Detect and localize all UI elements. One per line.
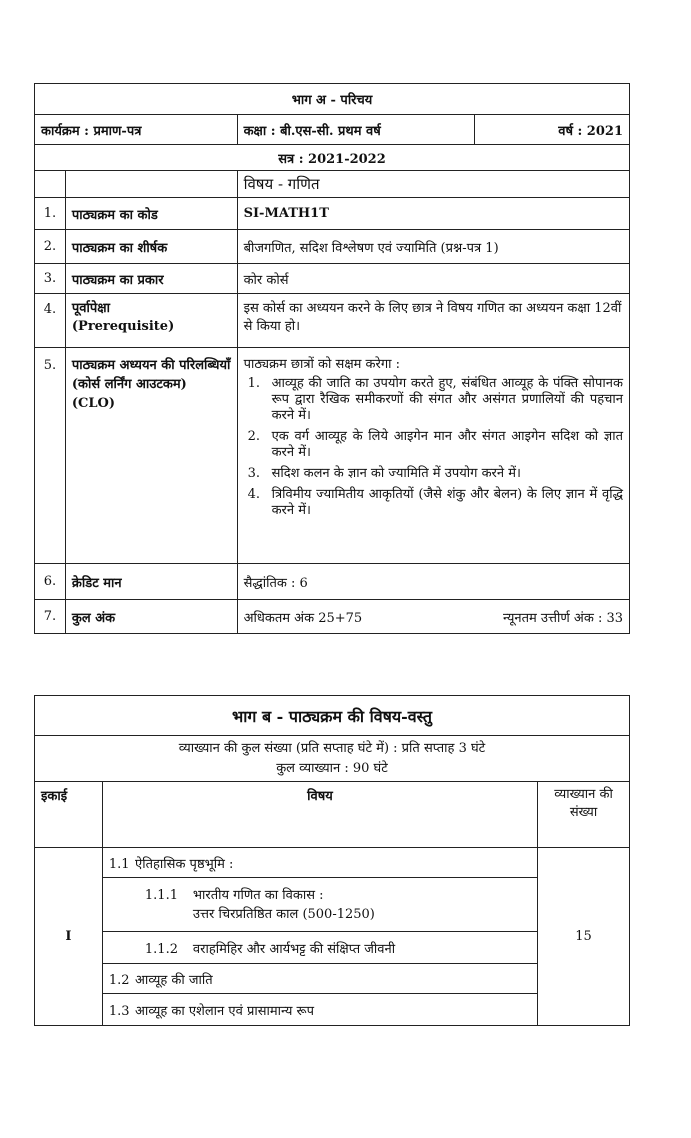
topic-row: 1.1.2 वराहमिहिर और आर्यभट्ट की संक्षिप्त जीवनी xyxy=(102,932,537,964)
clo-item: 3. सदिश कलन के ज्ञान को ज्यामिति में उपयोग करने में। xyxy=(247,466,521,481)
topic-row: 1.1 ऐतिहासिक पृष्ठभूमि : xyxy=(102,848,537,878)
topic-row: 1.2 आव्यूह की जाति xyxy=(102,964,537,994)
prerequisite-label-hindi: पूर्वापेक्षा xyxy=(71,301,110,316)
col-topic-header: विषय xyxy=(102,782,537,848)
part-b-title: भाग ब - पाठ्यक्रम की विषय-वस्तु xyxy=(35,696,630,736)
clo-intro: पाठ्यक्रम छात्रों को सक्षम करेगा : xyxy=(243,357,401,372)
row-label: पाठ्यक्रम का प्रकार xyxy=(65,264,237,294)
clo-label-english: (CLO) xyxy=(71,396,116,411)
part-b-table xyxy=(34,695,630,1026)
clo-label xyxy=(65,348,237,564)
row-label: क्रेडिट मान xyxy=(65,564,237,600)
clo-label-hindi: पाठ्यक्रम अध्ययन की परिलब्धियाँ (कोर्स लर्निंग आउटकम) xyxy=(71,358,231,392)
lectures-info xyxy=(35,736,630,782)
program-cell: कार्यक्रम : प्रमाण-पत्र xyxy=(35,115,238,145)
col-count-header: व्याख्यान की संख्या xyxy=(538,782,630,848)
row-number: 4. xyxy=(35,294,66,348)
lectures-per-week: व्याख्यान की कुल संख्या (प्रति सप्ताह घंटे में) : प्रति सप्ताह 3 घंटे xyxy=(178,740,486,756)
total-lectures: कुल व्याख्यान : 90 घंटे xyxy=(276,760,388,776)
credit-value: सैद्धांतिक : 6 xyxy=(237,564,629,600)
clo-content xyxy=(237,348,629,564)
prerequisite-label-english: (Prerequisite) xyxy=(71,319,175,334)
row-number: 3. xyxy=(35,264,66,294)
min-marks: न्यूनतम उत्तीर्ण अंक : 33 xyxy=(502,610,623,626)
clo-item: 4. त्रिविमीय ज्यामितीय आकृतियों (जैसे शंकु और बेलन) के लिए ज्ञान में वृद्धि करने में। xyxy=(247,487,623,518)
row-number: 1. xyxy=(35,198,66,230)
unit-number: I xyxy=(35,848,103,1026)
year-cell: वर्ष : 2021 xyxy=(474,115,629,145)
row-number: 5. xyxy=(35,348,66,564)
row-number: 2. xyxy=(35,230,66,264)
blank-cell xyxy=(65,171,237,198)
row-label: पाठ्यक्रम का कोड xyxy=(65,198,237,230)
course-title: बीजगणित, सदिश विश्लेषण एवं ज्यामिति (प्रश्न-पत्र 1) xyxy=(237,230,629,264)
clo-item: 2. एक वर्ग आव्यूह के लिये आइगेन मान और संगत आइगेन सदिश को ज्ञात करने में। xyxy=(247,429,623,460)
clo-list xyxy=(244,376,623,519)
part-a-title: भाग अ - परिचय xyxy=(35,84,630,115)
blank-cell xyxy=(35,171,66,198)
row-number: 6. xyxy=(35,564,66,600)
marks-cell xyxy=(237,600,629,634)
topic-row: 1.3 आव्यूह का एशेलान एवं प्रासामान्य रूप xyxy=(102,994,537,1026)
prerequisite-label xyxy=(65,294,237,348)
course-code: SI-MATH1T xyxy=(237,198,629,230)
class-cell: कक्षा : बी.एस-सी. प्रथम वर्ष xyxy=(237,115,474,145)
course-type: कोर कोर्स xyxy=(237,264,629,294)
col-unit-header: इकाई xyxy=(35,782,103,848)
row-label: कुल अंक xyxy=(65,600,237,634)
clo-item: 1. आव्यूह की जाति का उपयोग करते हुए, संबंधित आव्यूह के पंक्ति सोपानक रूप द्वारा रैखिक समीकरणों की संगत और असंगत प्रणालियों की पहचान करने में। xyxy=(247,376,623,423)
lecture-count: 15 xyxy=(538,848,630,1026)
session-cell: सत्र : 2021-2022 xyxy=(35,145,630,171)
prerequisite-value: इस कोर्स का अध्ययन करने के लिए छात्र ने विषय गणित का अध्ययन कक्षा 12वीं से किया हो। xyxy=(237,294,629,348)
max-marks: अधिकतम अंक 25+75 xyxy=(243,610,363,626)
row-number: 7. xyxy=(35,600,66,634)
part-a-table xyxy=(34,83,630,634)
row-label: पाठ्यक्रम का शीर्षक xyxy=(65,230,237,264)
subject-cell: विषय - गणित xyxy=(237,171,629,198)
topic-row: 1.1.1 भारतीय गणित का विकास : उत्तर चिरप्रतिष्ठित काल (500-1250) xyxy=(102,878,537,932)
